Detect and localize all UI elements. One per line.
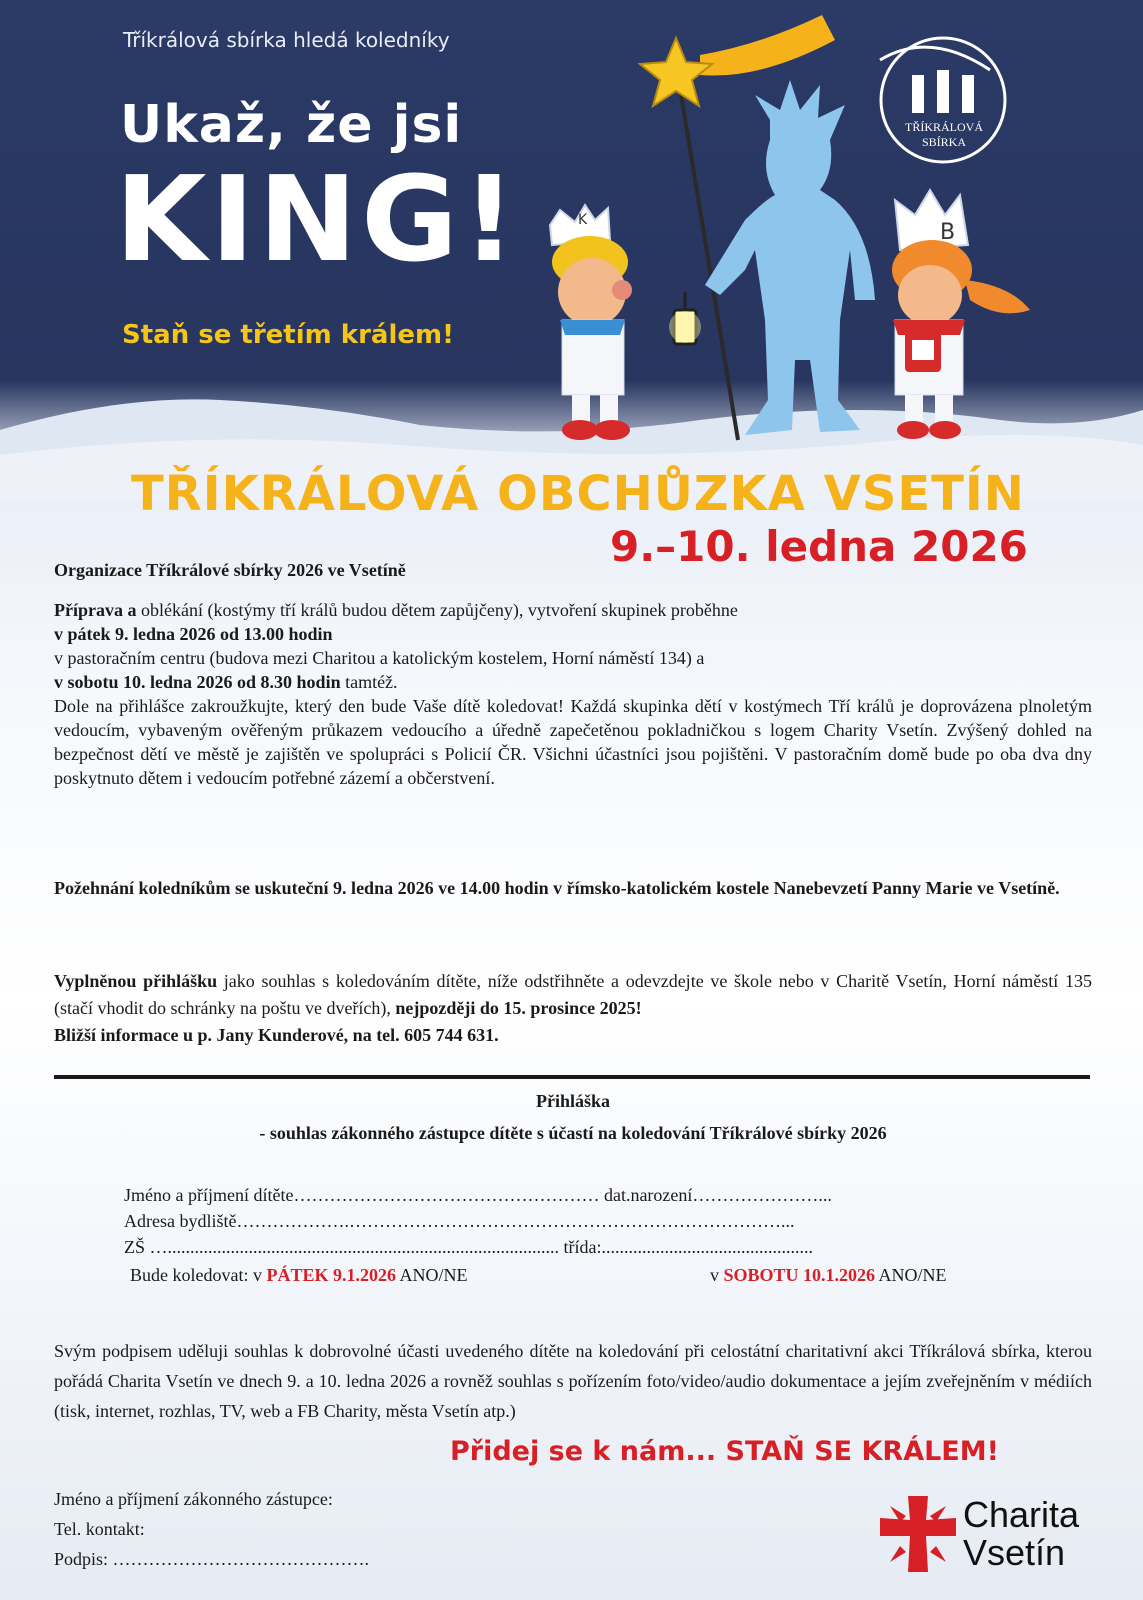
koleda-friday: PÁTEK 9.1.2026 [266, 1265, 396, 1285]
main-title: TŘÍKRÁLOVÁ OBCHŮZKA VSETÍN [131, 466, 1025, 522]
signature-block [54, 1484, 554, 1574]
details-paragraph: Dole na přihlášce zakroužkujte, který den bude Vaše dítě koledovat! Každá skupinka dětí v kostýmech Tří králů je doprovázena plnoletým vedoucím, vybaveným ověřeným průkazem vedoucího a úředně zapečetěnou pokladničkou s logem Charity Vsetín. Zvýšený dohled na bezpečnost dětí ve městě je zajištěn ve spolupráci s Policií ČR. Všichni účastníci jsou pojištěni. V pastoračním domě bude po oba dva dny poskytnuto dětem i vedoucím potřebné zázemí a občerstvení. [54, 696, 1092, 788]
preparation-line [54, 598, 1092, 622]
preparation-text: oblékání (kostýmy tří králů budou dětem zapůjčeny), vytvoření skupinek proběhne [136, 600, 738, 620]
charita-cross-icon [880, 1496, 956, 1572]
charita-name [963, 1496, 1079, 1572]
koleda-v: v [710, 1265, 724, 1285]
charita-logo [880, 1494, 1080, 1577]
organization-heading: Organizace Tříkrálové sbírky 2026 ve Vsetíně [54, 560, 406, 580]
form-title: Přihláška [535, 1091, 610, 1111]
contact-info: Bližší informace u p. Jany Kunderové, na tel. 605 744 631. [54, 1025, 499, 1045]
preparation-bold: Příprava a [54, 600, 137, 620]
guardian-field: Jméno a příjmení zákonného zástupce: [54, 1489, 333, 1509]
star-icon [640, 38, 712, 106]
charita-line1: Charita [963, 1494, 1080, 1535]
return-deadline: nejpozději do 15. prosince 2025! [395, 998, 642, 1018]
headline-small: Ukaž, že jsi [120, 95, 463, 155]
saturday-line [54, 670, 1092, 694]
blessing-paragraph: Požehnání koledníkům se uskuteční 9. ledna 2026 ve 14.00 hodin v římsko-katolickém kostele Nanebevzetí Panny Marie ve Vsetíně. [54, 878, 1060, 898]
headline-king: KING! [115, 150, 520, 288]
intro-text [54, 598, 1092, 790]
school-field: ZŠ …....................................................................................... třída:............................................... [124, 1237, 813, 1257]
saturday-text: tamtéž. [340, 672, 398, 692]
return-paragraph [54, 968, 1092, 1049]
event-date: 9.–10. ledna 2026 [610, 522, 1028, 571]
ano-ne-saturday: ANO/NE [875, 1265, 947, 1285]
signature-field: Podpis: ……………………………………. [54, 1549, 370, 1569]
star-tail [700, 15, 835, 76]
logo-text-line2: SBÍRKA [921, 135, 966, 149]
friday-time: v pátek 9. ledna 2026 od 13.00 hodin [54, 624, 333, 644]
cut-divider [54, 1075, 1090, 1079]
slogan: Přidej se k nám... STAŇ SE KRÁLEM! [450, 1436, 999, 1467]
venue-line: v pastoračním centru (budova mezi Charitou a katolickým kostelem, Horní náměstí 134) a [54, 648, 705, 668]
koleda-label: Bude koledovat: v [130, 1265, 267, 1285]
charita-line2: Vsetín [963, 1532, 1066, 1573]
king-silhouette [705, 80, 875, 435]
phone-field: Tel. kontakt: [54, 1519, 145, 1539]
logo-text-line1: TŘÍKRÁLOVÁ [905, 120, 983, 134]
address-field: Adresa bydliště……………….………………………………………………………………... [124, 1211, 795, 1231]
crown-letter-b: B [940, 220, 956, 245]
koleda-saturday-line [710, 1262, 1030, 1288]
return-bold: Vyplněnou přihlášku [54, 971, 218, 991]
form-subtitle: - souhlas zákonného zástupce dítěte s účastí na koledování Tříkrálové sbírky 2026 [259, 1123, 887, 1143]
banner [0, 0, 1143, 500]
tks-logo-text [885, 120, 1003, 150]
subheadline: Staň se třetím králem! [122, 320, 454, 350]
banner-tagline: Tříkrálová sbírka hledá koledníky [123, 28, 450, 52]
return-text: jako souhlas s koledováním dítěte, níže odstřihněte a odevzdejte ve škole nebo v Charitě Vsetín, Horní náměstí 135 (stačí vhodit do schránky na poštu ve dveřích), [54, 971, 1092, 1018]
child-name-field: Jméno a příjmení dítěte…………………………………………… dat.narození…………………... [124, 1185, 832, 1205]
ano-ne-friday: ANO/NE [396, 1265, 468, 1285]
saturday-time: v sobotu 10. ledna 2026 od 8.30 hodin [54, 672, 341, 692]
consent-paragraph: Svým podpisem uděluji souhlas k dobrovolné účasti uvedeného dítěte na koledování při celostátní charitativní akci Tříkrálová sbírka, kterou pořádá Charita Vsetín ve dnech 9. a 10. ledna 2026 a rovněž souhlas s pořízením foto/video/audio dokumentace a jejím zveřejněním v médiích (tisk, internet, rozhlas, TV, web a FB Charity, města Vsetín atp.) [54, 1341, 1092, 1421]
crown-letter-k: K [578, 212, 588, 228]
koleda-saturday: SOBOTU 10.1.2026 [723, 1265, 876, 1285]
